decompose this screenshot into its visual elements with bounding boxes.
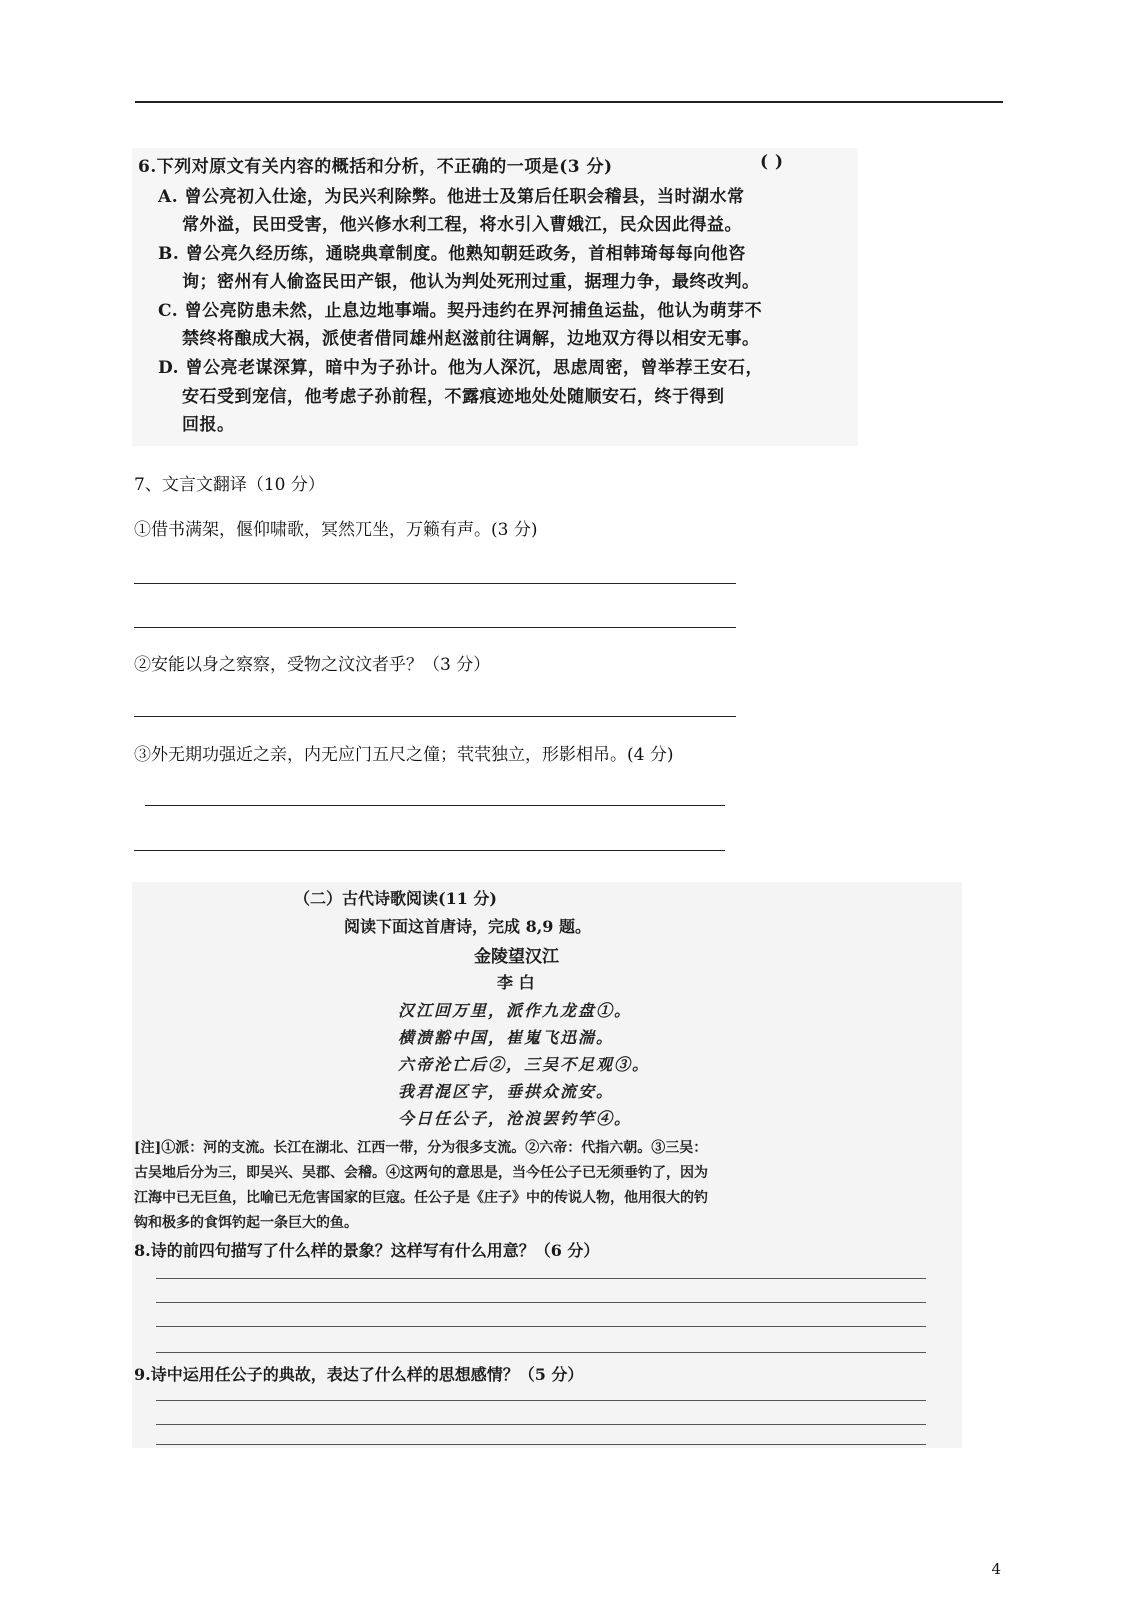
answer-line[interactable] xyxy=(134,716,736,717)
q6-option-line: 禁终将酿成大祸，派使者借同雄州赵滋前往调解，边地双方得以相安无事。 xyxy=(182,329,760,349)
answer-line[interactable] xyxy=(156,1352,926,1353)
answer-line[interactable] xyxy=(156,1424,926,1425)
answer-line[interactable] xyxy=(156,1400,926,1401)
poetry-section-scan xyxy=(132,882,962,1448)
poem-note-line: [注]①派：河的支流。长江在湖北、江西一带，分为很多支流。②六帝：代指六朝。③三吴： xyxy=(134,1140,708,1156)
poem-title: 金陵望汉江 xyxy=(474,947,559,967)
answer-line[interactable] xyxy=(145,805,725,806)
answer-line[interactable] xyxy=(134,850,725,851)
poem-line: 横溃豁中国，崔嵬飞迅湍。 xyxy=(398,1028,615,1047)
header-rule xyxy=(135,101,1003,103)
q6-option-line: C. 曾公亮防患未然，止息边地事端。契丹违约在界河捕鱼运盐，他认为萌芽不 xyxy=(158,301,763,321)
poem-line: 我君混区宇，垂拱众流安。 xyxy=(398,1082,615,1101)
poem-note-line: 古吴地后分为三，即吴兴、吴郡、会稽。④这两句的意思是，当今任公子已无须垂钓了，因为 xyxy=(134,1165,708,1181)
instruction: 阅读下面这首唐诗，完成 8,9 题。 xyxy=(344,917,591,936)
answer-line[interactable] xyxy=(156,1302,926,1303)
answer-line[interactable] xyxy=(134,627,736,628)
answer-line[interactable] xyxy=(156,1278,926,1279)
poem-author: 李 白 xyxy=(497,973,535,992)
question-8: 8.诗的前四句描写了什么样的景象？这样写有什么用意？（6 分） xyxy=(134,1241,600,1260)
section-title: （二）古代诗歌阅读(11 分) xyxy=(294,889,497,908)
q6-option-line: A. 曾公亮初入仕途，为民兴利除弊。他进士及第后任职会稽县，当时湖水常 xyxy=(158,187,745,207)
page-number: 4 xyxy=(991,1560,1001,1578)
q7-item-2: ②安能以身之察察，受物之汶汶者乎？（3 分） xyxy=(134,655,491,675)
q6-option-line: 常外溢，民田受害，他兴修水利工程，将水引入曹娥江，民众因此得益。 xyxy=(182,215,742,235)
poem-line: 汉江回万里，派作九龙盘①。 xyxy=(398,1001,633,1020)
q7-title: 7、文言文翻译（10 分） xyxy=(134,475,325,495)
answer-line[interactable] xyxy=(156,1444,926,1445)
question-6-scan xyxy=(132,148,858,446)
q6-option-line: 回报。 xyxy=(182,415,235,435)
q7-item-3: ③外无期功强近之亲，内无应门五尺之僮；茕茕独立，形影相吊。(4 分) xyxy=(134,745,674,765)
poem-line: 六帝沦亡后②，三吴不足观③。 xyxy=(398,1055,651,1074)
q6-option-line: B. 曾公亮久经历练，通晓典章制度。他熟知朝廷政务，首相韩琦每每向他咨 xyxy=(158,244,746,264)
q7-item-1: ①借书满架，偃仰啸歌，冥然兀坐，万籁有声。(3 分) xyxy=(134,520,538,540)
q6-option-line: 安石受到宠信，他考虑子孙前程，不露痕迹地处处随顺安石，终于得到 xyxy=(182,387,725,407)
answer-line[interactable] xyxy=(134,583,736,584)
poem-note-line: 钩和极多的食饵钓起一条巨大的鱼。 xyxy=(134,1215,358,1231)
q6-answer-paren: ( ) xyxy=(760,152,784,172)
answer-line[interactable] xyxy=(156,1326,926,1327)
q6-stem: 6.下列对原文有关内容的概括和分析，不正确的一项是(3 分) xyxy=(138,157,613,177)
poem-line: 今日任公子，沧浪罢钓竿④。 xyxy=(398,1109,633,1128)
q6-option-line: D. 曾公亮老谋深算，暗中为子孙计。他为人深沉，思虑周密，曾举荐王安石， xyxy=(158,358,763,378)
question-9: 9.诗中运用任公子的典故，表达了什么样的思想感情？（5 分） xyxy=(134,1365,584,1384)
q6-option-line: 询；密州有人偷盗民田产银，他认为判处死刑过重，据理力争，最终改判。 xyxy=(182,272,760,292)
poem-note-line: 江海中已无巨鱼，比喻已无危害国家的巨寇。任公子是《庄子》中的传说人物，他用很大的钓 xyxy=(134,1190,708,1206)
